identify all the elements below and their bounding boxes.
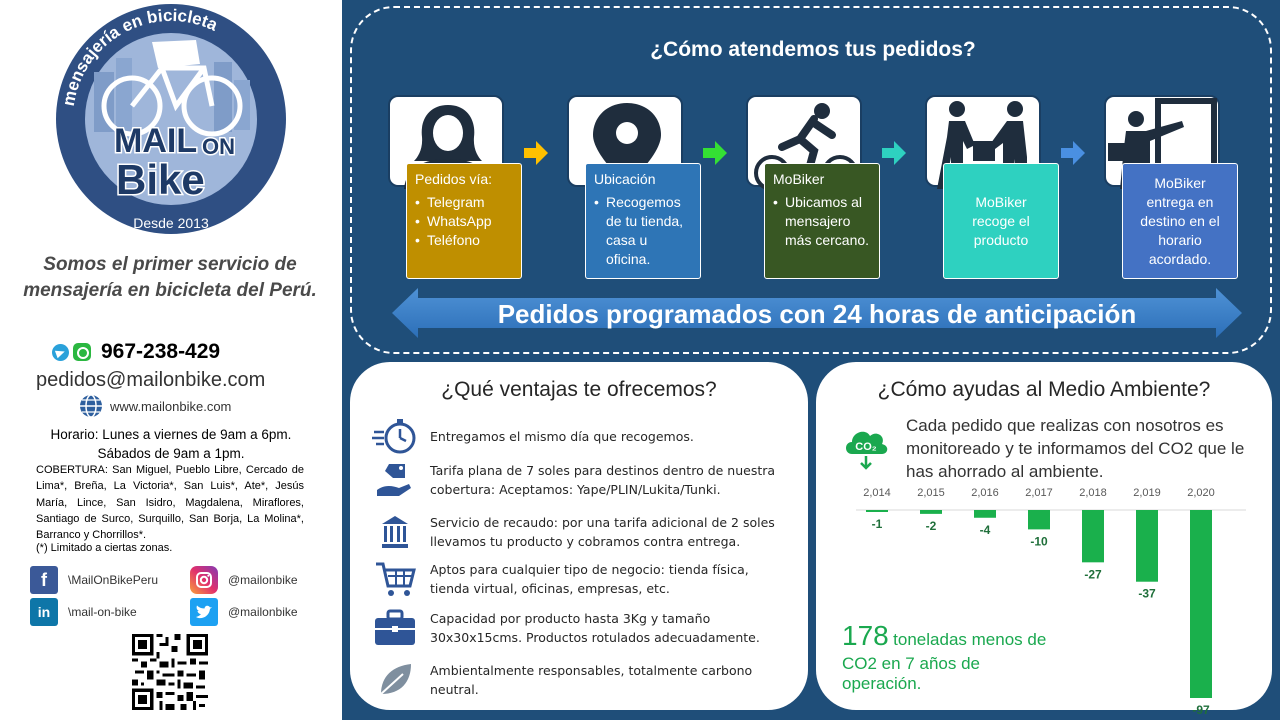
coverage-text: COBERTURA: San Miguel, Pueblo Libre, Cercado de Lima*, Breña, La Victoria*, San Luis*, Ate*, Jesús María, Lince, San Isidro, Magdalena, Miraflores, Santiago de Surco, Surquillo, San Borja, La Molina*, Barranco y Chorrillos*. — [36, 464, 304, 542]
advantage-text: Capacidad por producto hasta 3Kg y tamaño 30x30x15cms. Productos rotulados adecuadamente. — [430, 611, 760, 645]
chart-tick-label: 2,019 — [1133, 487, 1161, 499]
advantage-item — [370, 460, 790, 500]
advantage-text: Tarifa plana de 7 soles para destinos dentro de nuestra cobertura: Aceptamos: Yape/PLIN/Lukita/Tunki. — [430, 463, 776, 497]
step-orders-item: • Telegram — [415, 193, 513, 212]
instagram-icon — [190, 566, 218, 594]
facebook-handle: \MailOnBikePeru — [68, 573, 159, 587]
step-mobiker-card — [764, 163, 880, 279]
step-mobiker-item: • Ubicamos al mensajero más cercano. — [773, 193, 871, 250]
process-title: ¿Cómo atendemos tus pedidos? — [650, 38, 976, 61]
advantage-item — [370, 559, 790, 599]
banner-text: Pedidos programados con 24 horas de anticipación — [497, 299, 1137, 329]
step-arrow-3 — [882, 141, 906, 165]
chart-data-label: -27 — [1084, 567, 1102, 582]
step-delivery-text: MoBiker entrega en destino en el horario acordado. — [1140, 174, 1220, 267]
logo-on-text: ON — [202, 134, 235, 159]
chart-tick-label: 2,020 — [1187, 487, 1215, 499]
logo-bike-text: Bike — [116, 156, 205, 203]
instagram-link[interactable] — [190, 566, 298, 594]
phone-number[interactable]: 967-238-429 — [101, 340, 221, 363]
globe-icon — [78, 393, 104, 419]
advantage-text: Entregamos el mismo día que recogemos. — [430, 428, 694, 444]
environment-panel — [816, 362, 1272, 717]
chart-data-label: -2 — [925, 518, 937, 533]
advantage-text: Servicio de recaudo: por una tarifa adicional de 2 soles llevamos tu producto y cobramos contra entrega. — [430, 515, 775, 549]
step-arrow-4 — [1061, 141, 1085, 165]
chart-bar — [1136, 510, 1158, 582]
tagline: Somos el primer servicio de mensajería en bicicleta del Perú. — [23, 254, 317, 301]
logo-since-text: Desde 2013 — [133, 215, 209, 231]
price-tag-hand-icon — [370, 460, 420, 500]
environment-text: Cada pedido que realizas con nosotros es monitoreado y te informamos del CO2 que le has ahorrado al ambiente. — [906, 416, 1245, 481]
logo-ring-text: mensajería en bicicleta — [58, 5, 221, 108]
hours-saturday: Sábados de 9am a 1pm. — [97, 446, 245, 461]
coverage-note: (*) Limitado a ciertas zonas. — [36, 542, 173, 554]
step-location-heading: Ubicación — [594, 171, 656, 187]
tons-text: toneladas menos de — [893, 630, 1047, 649]
advantages-panel — [350, 362, 808, 710]
left-sidebar — [0, 0, 342, 720]
twitter-handle: @mailonbike — [228, 605, 298, 619]
step-pickup-text: MoBiker recoge el producto — [972, 193, 1030, 248]
step-orders-list — [415, 193, 513, 250]
step-orders-item: • WhatsApp — [415, 212, 513, 231]
chart-bar — [920, 510, 942, 514]
bank-icon — [370, 512, 420, 552]
twitter-link[interactable] — [190, 598, 298, 626]
chart-data-label: -10 — [1030, 534, 1048, 549]
advantage-item — [370, 416, 790, 456]
phone-row — [52, 340, 220, 364]
chart-bar — [1028, 510, 1050, 529]
website-row — [78, 393, 231, 419]
chart-tick-label: 2,017 — [1025, 487, 1053, 499]
website-link[interactable]: www.mailonbike.com — [110, 398, 232, 414]
step-delivery-card — [1122, 163, 1238, 279]
email-address[interactable]: pedidos@mailonbike.com — [36, 369, 266, 391]
step-mobiker-list — [773, 193, 871, 250]
chart-bar — [1190, 510, 1212, 698]
step-location-item: • Recogemos de tu tienda, casa u oficina. — [594, 193, 692, 269]
step-orders-heading: Pedidos vía: — [415, 171, 493, 187]
briefcase-icon — [370, 608, 420, 648]
chart-data-label: -1 — [871, 517, 883, 531]
chart-tick-label: 2,014 — [863, 487, 891, 499]
advantage-text: Ambientalmente responsables, totalmente carbono neutral. — [430, 663, 753, 697]
step-mobiker-heading: MoBiker — [773, 171, 825, 187]
advantage-text: Aptos para cualquier tipo de negocio: tienda física, tienda virtual, oficinas, empresas, etc. — [430, 562, 749, 596]
stopwatch-icon — [370, 416, 420, 456]
tons-line2: CO2 en 7 años de operación. — [842, 654, 980, 693]
chart-tick-label: 2,016 — [971, 487, 999, 499]
chart-tick-label: 2,018 — [1079, 487, 1107, 499]
advantage-item — [370, 660, 790, 700]
step-location-card — [585, 163, 701, 279]
right-panel — [342, 0, 1280, 720]
co2-cloud-icon — [840, 420, 892, 472]
process-section — [350, 6, 1272, 354]
facebook-icon: f — [30, 566, 58, 594]
chart-data-label: -37 — [1138, 586, 1156, 601]
step-arrow-2 — [703, 141, 727, 165]
advantage-item — [370, 512, 790, 552]
linkedin-handle: \mail-on-bike — [68, 605, 137, 619]
linkedin-icon: in — [30, 598, 58, 626]
step-location-list — [594, 193, 692, 269]
telegram-icon[interactable] — [52, 344, 69, 361]
chart-bar — [866, 510, 888, 512]
chart-tick-label: 2,015 — [917, 487, 945, 499]
linkedin-link[interactable] — [30, 598, 137, 626]
co2-icon-label: CO₂ — [855, 441, 877, 453]
chart-bar — [1082, 510, 1104, 562]
facebook-link[interactable] — [30, 566, 158, 594]
advantage-item — [370, 608, 790, 648]
leaf-icon — [370, 660, 420, 700]
chart-data-label: -4 — [979, 522, 991, 537]
shopping-cart-icon — [370, 559, 420, 599]
twitter-icon — [190, 598, 218, 626]
step-orders-item: • Teléfono — [415, 231, 513, 250]
step-pickup-card — [943, 163, 1059, 279]
instagram-handle: @mailonbike — [228, 573, 298, 587]
hours-weekday: Horario: Lunes a viernes de 9am a 6pm. — [50, 427, 292, 442]
whatsapp-icon[interactable] — [73, 343, 91, 361]
mail-on-bike-logo — [54, 2, 288, 236]
chart-data-label: -97 — [1192, 703, 1210, 717]
qr-code[interactable] — [132, 634, 208, 710]
environment-title: ¿Cómo ayudas al Medio Ambiente? — [877, 378, 1211, 401]
logo-mail-text: MAIL — [114, 122, 198, 160]
tons-summary — [842, 620, 1064, 694]
advantages-title: ¿Qué ventajas te ofrecemos? — [441, 378, 717, 401]
tons-value: 178 — [842, 620, 889, 651]
step-arrow-1 — [524, 141, 548, 165]
step-orders-card — [406, 163, 522, 279]
chart-bar — [974, 510, 996, 518]
business-hours — [30, 425, 312, 463]
